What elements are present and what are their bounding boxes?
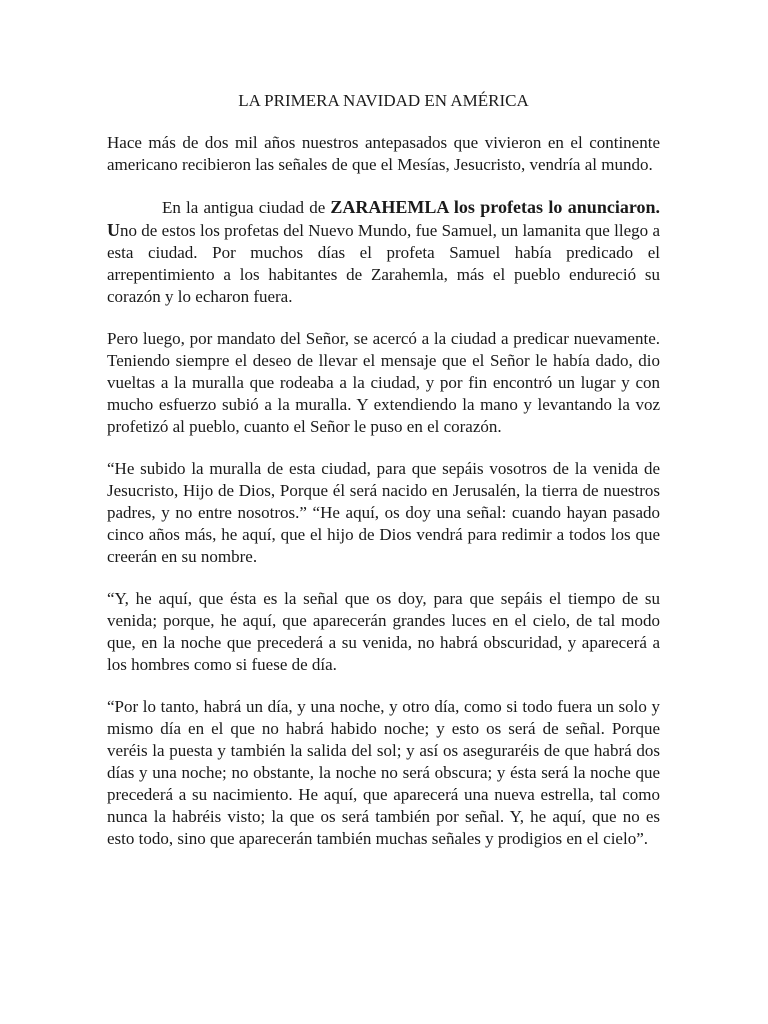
paragraph-2-intro: En la antigua ciudad de [162, 198, 331, 217]
document-title: LA PRIMERA NAVIDAD EN AMÉRICA [238, 91, 529, 110]
paragraph-2 [107, 196, 660, 308]
paragraph-6: “Por lo tanto, habrá un día, y una noche, y otro día, como si todo fuera un solo y mismo día en el que no habrá habido noche; y esto os será de señal. Porque veréis la puesta y también la salida del sol; y así os aseguraréis de que habrá dos días y una noche; no obstante, la noche no será obscura; y ésta será la noche que precederá a su nacimiento. He aquí, que aparecerá una nueva estrella, tal como nunca la habréis visto; la que os será también por señal. Y, he aquí, que no es esto todo, sino que aparecerán también muchas señales y prodigios en el cielo”. [107, 697, 660, 848]
paragraph-2-rest: no de estos los profetas del Nuevo Mundo, fue Samuel, un lamanita que llego a esta ciudad. Por muchos días el profeta Samuel había predicado el arrepentimiento a los habitantes de Zarahemla, más el pueblo endureció su corazón y lo echaron fuera. [107, 221, 660, 306]
paragraph-2-bold-text: ZARAHEMLA los profetas lo anunciaron. U [107, 197, 660, 240]
paragraph-1: Hace más de dos mil años nuestros antepasados que vivieron en el continente americano recibieron las señales de que el Mesías, Jesucristo, vendría al mundo. [107, 133, 660, 174]
paragraph-5: “Y, he aquí, que ésta es la señal que os doy, para que sepáis el tiempo de su venida; porque, he aquí, que aparecerán grandes luces en el cielo, de tal modo que, en la noche que precederá a su venida, no habrá obscuridad, y aparecerá a los hombres como si fuese de día. [107, 589, 660, 674]
document-page [107, 90, 660, 870]
paragraph-4: “He subido la muralla de esta ciudad, para que sepáis vosotros de la venida de Jesucristo, Hijo de Dios, Porque él será nacido en Jerusalén, la tierra de nuestros padres, y no entre nosotros.” “He aquí, os doy una señal: cuando hayan pasado cinco años más, he aquí, que el hijo de Dios vendrá para redimir a todos los que creerán en su nombre. [107, 459, 660, 566]
paragraph-3: Pero luego, por mandato del Señor, se acercó a la ciudad a predicar nuevamente. Teniendo siempre el deseo de llevar el mensaje que el Señor le había dado, dio vueltas a la muralla que rodeaba a la ciudad, y por fin encontró un lugar y con mucho esfuerzo subió a la muralla. Y extendiendo la mano y levantando la voz profetizó al pueblo, cuanto el Señor le puso en el corazón. [107, 329, 660, 436]
